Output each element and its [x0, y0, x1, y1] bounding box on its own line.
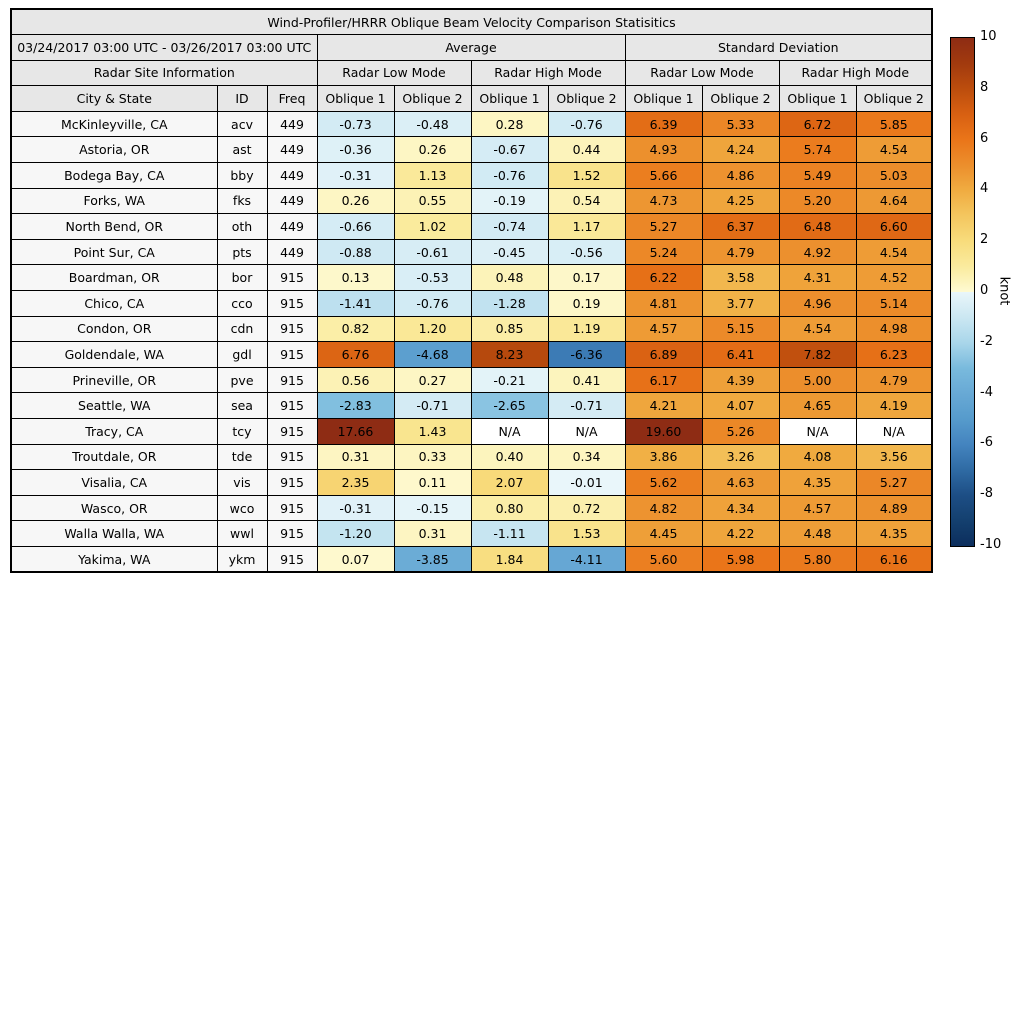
colorbar-tick-label: 6	[980, 130, 989, 146]
colorbar-tick-label: -2	[980, 333, 993, 349]
value-cell: 0.44	[548, 137, 625, 163]
id-cell: wco	[217, 495, 267, 521]
value-cell: 0.17	[548, 265, 625, 291]
colorbar-tick-label: -8	[980, 486, 993, 502]
value-cell: -4.68	[394, 342, 471, 368]
value-cell: -0.71	[548, 393, 625, 419]
city-cell: Point Sur, CA	[11, 239, 217, 265]
city-cell: Bodega Bay, CA	[11, 163, 217, 189]
value-cell: 0.54	[548, 188, 625, 214]
colorbar-tick-label: 0	[980, 283, 989, 298]
oblique2-column-header: Oblique 2	[702, 86, 779, 112]
value-cell: N/A	[779, 419, 856, 445]
value-cell: 5.27	[625, 214, 702, 240]
value-cell: 4.54	[779, 316, 856, 342]
city-cell: Wasco, OR	[11, 495, 217, 521]
freq-cell: 449	[267, 188, 317, 214]
colorbar-tick-label: -6	[980, 435, 993, 451]
freq-cell: 915	[267, 393, 317, 419]
colorbar-tick-label: 4	[980, 181, 989, 197]
oblique1-column-header: Oblique 1	[471, 86, 548, 112]
value-cell: -0.53	[394, 265, 471, 291]
table-row	[11, 342, 932, 368]
value-cell: -0.61	[394, 239, 471, 265]
value-cell: 4.98	[856, 316, 932, 342]
value-cell: 4.81	[625, 291, 702, 317]
colorbar-tick-label: -10	[980, 537, 1002, 552]
colorbar-tick-label: -4	[980, 384, 993, 400]
value-cell: 4.52	[856, 265, 932, 291]
colorbar-gradient	[950, 37, 975, 547]
id-cell: wwl	[217, 521, 267, 547]
table-row	[11, 188, 932, 214]
stddev-group-header: Standard Deviation	[625, 35, 932, 61]
mode-header-row	[11, 60, 932, 86]
city-cell: Visalia, CA	[11, 470, 217, 496]
freq-cell: 915	[267, 316, 317, 342]
value-cell: 4.92	[779, 239, 856, 265]
id-cell: cdn	[217, 316, 267, 342]
avg-low-mode-header: Radar Low Mode	[317, 60, 471, 86]
value-cell: 6.16	[856, 546, 932, 572]
value-cell: 4.45	[625, 521, 702, 547]
value-cell: 5.03	[856, 163, 932, 189]
column-header-row	[11, 86, 932, 112]
value-cell: 4.24	[702, 137, 779, 163]
id-cell: cco	[217, 291, 267, 317]
freq-cell: 915	[267, 521, 317, 547]
value-cell: -0.88	[317, 239, 394, 265]
city-cell: Troutdale, OR	[11, 444, 217, 470]
value-cell: 5.14	[856, 291, 932, 317]
value-cell: 5.62	[625, 470, 702, 496]
value-cell: 6.39	[625, 111, 702, 137]
city-cell: Astoria, OR	[11, 137, 217, 163]
value-cell: 5.98	[702, 546, 779, 572]
table-row	[11, 419, 932, 445]
city-cell: Goldendale, WA	[11, 342, 217, 368]
city-column-header: City & State	[11, 86, 217, 112]
value-cell: N/A	[856, 419, 932, 445]
freq-cell: 449	[267, 111, 317, 137]
value-cell: 4.73	[625, 188, 702, 214]
group-header-row	[11, 35, 932, 61]
value-cell: 6.23	[856, 342, 932, 368]
id-cell: ast	[217, 137, 267, 163]
table-row	[11, 163, 932, 189]
freq-cell: 915	[267, 495, 317, 521]
value-cell: -0.31	[317, 163, 394, 189]
table-row	[11, 265, 932, 291]
freq-cell: 915	[267, 444, 317, 470]
colorbar-tick-label: 8	[980, 79, 989, 95]
value-cell: 6.76	[317, 342, 394, 368]
city-cell: Forks, WA	[11, 188, 217, 214]
city-cell: Tracy, CA	[11, 419, 217, 445]
value-cell: -0.76	[394, 291, 471, 317]
value-cell: 0.48	[471, 265, 548, 291]
value-cell: 0.13	[317, 265, 394, 291]
oblique2-column-header: Oblique 2	[856, 86, 932, 112]
id-cell: bor	[217, 265, 267, 291]
colorbar-label: knot	[996, 276, 1012, 306]
value-cell: -1.11	[471, 521, 548, 547]
value-cell: 0.11	[394, 470, 471, 496]
value-cell: 5.49	[779, 163, 856, 189]
value-cell: 1.02	[394, 214, 471, 240]
city-cell: McKinleyville, CA	[11, 111, 217, 137]
value-cell: 4.64	[856, 188, 932, 214]
value-cell: -4.11	[548, 546, 625, 572]
table-row	[11, 495, 932, 521]
value-cell: -1.28	[471, 291, 548, 317]
value-cell: 6.72	[779, 111, 856, 137]
value-cell: -0.36	[317, 137, 394, 163]
value-cell: 0.40	[471, 444, 548, 470]
value-cell: 6.17	[625, 367, 702, 393]
value-cell: 4.65	[779, 393, 856, 419]
value-cell: 1.19	[548, 316, 625, 342]
value-cell: 4.39	[702, 367, 779, 393]
city-cell: Seattle, WA	[11, 393, 217, 419]
id-cell: fks	[217, 188, 267, 214]
freq-cell: 915	[267, 342, 317, 368]
id-cell: pve	[217, 367, 267, 393]
stats-table	[10, 8, 933, 573]
city-cell: Prineville, OR	[11, 367, 217, 393]
value-cell: 4.93	[625, 137, 702, 163]
id-cell: tcy	[217, 419, 267, 445]
colorbar-tick-label: 10	[980, 29, 997, 44]
value-cell: 1.53	[548, 521, 625, 547]
value-cell: 0.80	[471, 495, 548, 521]
value-cell: 4.57	[625, 316, 702, 342]
value-cell: 0.56	[317, 367, 394, 393]
value-cell: N/A	[471, 419, 548, 445]
table-row	[11, 546, 932, 572]
period-label: 03/24/2017 03:00 UTC - 03/26/2017 03:00 UTC	[11, 35, 317, 61]
value-cell: 3.26	[702, 444, 779, 470]
value-cell: 5.27	[856, 470, 932, 496]
value-cell: 4.54	[856, 137, 932, 163]
value-cell: 1.52	[548, 163, 625, 189]
value-cell: -0.74	[471, 214, 548, 240]
value-cell: -0.01	[548, 470, 625, 496]
value-cell: -0.66	[317, 214, 394, 240]
value-cell: 0.26	[317, 188, 394, 214]
freq-cell: 915	[267, 367, 317, 393]
value-cell: 4.79	[702, 239, 779, 265]
value-cell: 0.31	[394, 521, 471, 547]
value-cell: 0.31	[317, 444, 394, 470]
freq-cell: 915	[267, 265, 317, 291]
value-cell: 5.80	[779, 546, 856, 572]
value-cell: -0.67	[471, 137, 548, 163]
oblique1-column-header: Oblique 1	[317, 86, 394, 112]
value-cell: 3.58	[702, 265, 779, 291]
id-column-header: ID	[217, 86, 267, 112]
value-cell: 3.77	[702, 291, 779, 317]
freq-cell: 915	[267, 546, 317, 572]
table-row	[11, 367, 932, 393]
id-cell: gdl	[217, 342, 267, 368]
value-cell: 4.35	[779, 470, 856, 496]
id-cell: oth	[217, 214, 267, 240]
value-cell: 0.07	[317, 546, 394, 572]
value-cell: 17.66	[317, 419, 394, 445]
value-cell: 4.31	[779, 265, 856, 291]
value-cell: 7.82	[779, 342, 856, 368]
value-cell: -0.71	[394, 393, 471, 419]
table-row	[11, 316, 932, 342]
value-cell: 1.13	[394, 163, 471, 189]
value-cell: 4.19	[856, 393, 932, 419]
value-cell: -1.20	[317, 521, 394, 547]
value-cell: 1.84	[471, 546, 548, 572]
value-cell: 5.24	[625, 239, 702, 265]
value-cell: 5.00	[779, 367, 856, 393]
value-cell: 0.55	[394, 188, 471, 214]
value-cell: 4.25	[702, 188, 779, 214]
table-row	[11, 393, 932, 419]
value-cell: -0.21	[471, 367, 548, 393]
value-cell: 0.72	[548, 495, 625, 521]
table-row	[11, 111, 932, 137]
city-cell: Chico, CA	[11, 291, 217, 317]
value-cell: 19.60	[625, 419, 702, 445]
value-cell: 6.37	[702, 214, 779, 240]
value-cell: 6.41	[702, 342, 779, 368]
freq-cell: 915	[267, 470, 317, 496]
value-cell: 8.23	[471, 342, 548, 368]
freq-column-header: Freq	[267, 86, 317, 112]
id-cell: sea	[217, 393, 267, 419]
value-cell: -6.36	[548, 342, 625, 368]
value-cell: 4.57	[779, 495, 856, 521]
value-cell: 4.07	[702, 393, 779, 419]
table-row	[11, 214, 932, 240]
value-cell: 4.89	[856, 495, 932, 521]
value-cell: 4.63	[702, 470, 779, 496]
value-cell: -0.48	[394, 111, 471, 137]
value-cell: 2.35	[317, 470, 394, 496]
value-cell: 5.33	[702, 111, 779, 137]
value-cell: 4.86	[702, 163, 779, 189]
value-cell: 3.56	[856, 444, 932, 470]
avg-high-mode-header: Radar High Mode	[471, 60, 625, 86]
value-cell: 1.43	[394, 419, 471, 445]
value-cell: 5.85	[856, 111, 932, 137]
freq-cell: 449	[267, 163, 317, 189]
value-cell: 4.35	[856, 521, 932, 547]
id-cell: ykm	[217, 546, 267, 572]
value-cell: 4.22	[702, 521, 779, 547]
id-cell: bby	[217, 163, 267, 189]
value-cell: -2.83	[317, 393, 394, 419]
value-cell: 4.82	[625, 495, 702, 521]
value-cell: 4.54	[856, 239, 932, 265]
oblique1-column-header: Oblique 1	[625, 86, 702, 112]
sd-high-mode-header: Radar High Mode	[779, 60, 932, 86]
table-title: Wind-Profiler/HRRR Oblique Beam Velocity Comparison Statisitics	[11, 9, 932, 35]
value-cell: 0.85	[471, 316, 548, 342]
value-cell: 0.19	[548, 291, 625, 317]
value-cell: 0.28	[471, 111, 548, 137]
id-cell: acv	[217, 111, 267, 137]
title-row	[11, 9, 932, 35]
city-cell: Boardman, OR	[11, 265, 217, 291]
city-cell: Condon, OR	[11, 316, 217, 342]
value-cell: 4.08	[779, 444, 856, 470]
value-cell: 6.22	[625, 265, 702, 291]
value-cell: 6.48	[779, 214, 856, 240]
table-row	[11, 444, 932, 470]
freq-cell: 915	[267, 419, 317, 445]
freq-cell: 915	[267, 291, 317, 317]
colorbar	[950, 29, 1024, 552]
oblique1-column-header: Oblique 1	[779, 86, 856, 112]
value-cell: -0.19	[471, 188, 548, 214]
id-cell: vis	[217, 470, 267, 496]
value-cell: 0.34	[548, 444, 625, 470]
value-cell: -3.85	[394, 546, 471, 572]
value-cell: 4.21	[625, 393, 702, 419]
value-cell: 2.07	[471, 470, 548, 496]
value-cell: 0.27	[394, 367, 471, 393]
value-cell: 0.26	[394, 137, 471, 163]
table-body	[11, 111, 932, 572]
value-cell: 0.33	[394, 444, 471, 470]
value-cell: -0.15	[394, 495, 471, 521]
value-cell: 5.66	[625, 163, 702, 189]
value-cell: -2.65	[471, 393, 548, 419]
value-cell: 3.86	[625, 444, 702, 470]
city-cell: Yakima, WA	[11, 546, 217, 572]
city-cell: Walla Walla, WA	[11, 521, 217, 547]
value-cell: 4.34	[702, 495, 779, 521]
value-cell: 6.89	[625, 342, 702, 368]
value-cell: 6.60	[856, 214, 932, 240]
value-cell: 1.17	[548, 214, 625, 240]
average-group-header: Average	[317, 35, 625, 61]
colorbar-tick-label: 2	[980, 232, 989, 248]
value-cell: 4.48	[779, 521, 856, 547]
value-cell: 4.96	[779, 291, 856, 317]
freq-cell: 449	[267, 239, 317, 265]
value-cell: 5.74	[779, 137, 856, 163]
table-row	[11, 239, 932, 265]
value-cell: 5.60	[625, 546, 702, 572]
value-cell: -0.45	[471, 239, 548, 265]
site-info-header: Radar Site Information	[11, 60, 317, 86]
value-cell: -0.56	[548, 239, 625, 265]
freq-cell: 449	[267, 214, 317, 240]
value-cell: 4.79	[856, 367, 932, 393]
id-cell: tde	[217, 444, 267, 470]
table-row	[11, 521, 932, 547]
value-cell: 1.20	[394, 316, 471, 342]
value-cell: 5.15	[702, 316, 779, 342]
value-cell: -0.76	[548, 111, 625, 137]
table-row	[11, 470, 932, 496]
value-cell: 5.26	[702, 419, 779, 445]
table-row	[11, 291, 932, 317]
id-cell: pts	[217, 239, 267, 265]
value-cell: 5.20	[779, 188, 856, 214]
value-cell: N/A	[548, 419, 625, 445]
oblique2-column-header: Oblique 2	[394, 86, 471, 112]
value-cell: 0.41	[548, 367, 625, 393]
freq-cell: 449	[267, 137, 317, 163]
sd-low-mode-header: Radar Low Mode	[625, 60, 779, 86]
oblique2-column-header: Oblique 2	[548, 86, 625, 112]
table-row	[11, 137, 932, 163]
value-cell: -0.73	[317, 111, 394, 137]
city-cell: North Bend, OR	[11, 214, 217, 240]
value-cell: -0.76	[471, 163, 548, 189]
value-cell: -0.31	[317, 495, 394, 521]
value-cell: -1.41	[317, 291, 394, 317]
value-cell: 0.82	[317, 316, 394, 342]
